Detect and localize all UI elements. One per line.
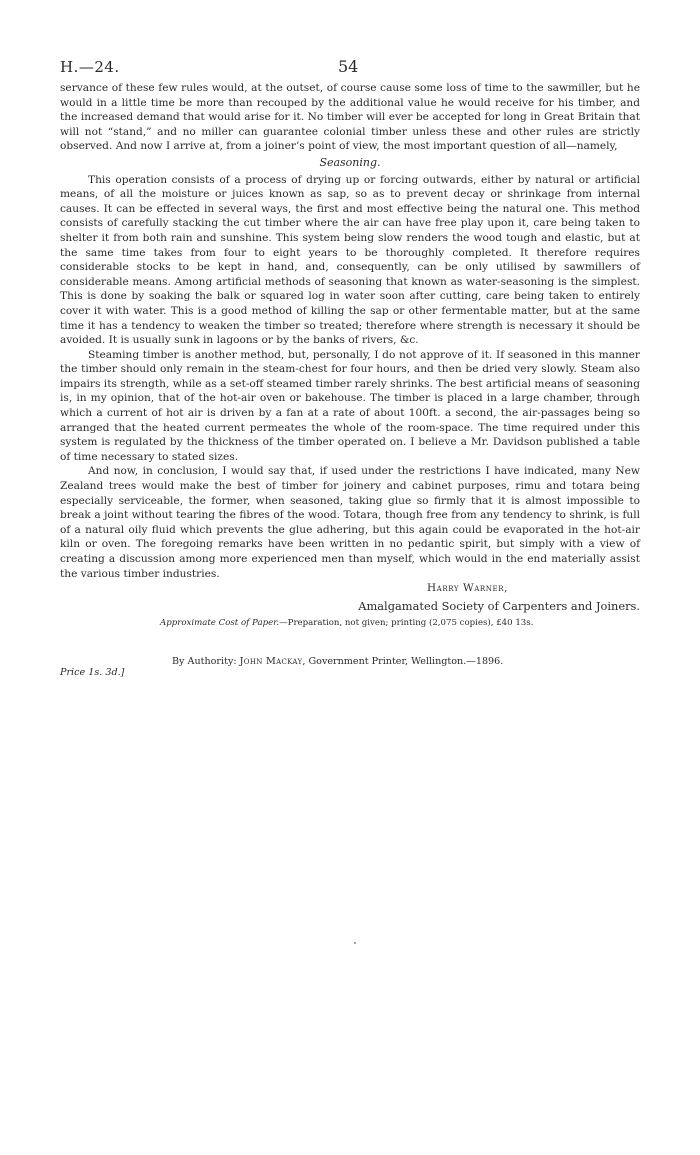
page-number: 54	[338, 57, 359, 76]
paragraph-conclusion: And now, in conclusion, I would say that, if used under the restrictions I have indicated, many New Zealand trees would make the best of timber for joinery and cabinet purposes, rimu and totara being especially serviceable, the former, when seasoned, taking glue so firmly that it is almost impossible to break a joint without tearing the fibres of the wood. Totara, though free from any tendency to shrink, is full of a natural oily fluid which prevents the glue adhering, but this again could be evaporated in the hot-air kiln or oven. The foregoing remarks have been written in no pedantic spirit, but simply with a view of creating a discussion among more experienced men than myself, which would in the end materially assist the various timber industries.	[60, 465, 640, 580]
section-heading-seasoning: Seasoning.	[319, 155, 381, 169]
authority-prefix: By Authority:	[172, 656, 240, 667]
signature-block	[60, 581, 640, 613]
cost-note-label: Approximate Cost of Paper.	[160, 618, 280, 628]
document-reference: H.—24.	[60, 58, 120, 76]
body-text	[60, 81, 640, 613]
signature-organization: Amalgamated Society of Carpenters and Joiners.	[358, 598, 640, 613]
printer-name: John Mackay	[239, 656, 303, 667]
paragraph-steaming: Steaming timber is another method, but, personally, I do not approve of it. If seasoned in this manner the timber should only remain in the steam-chest for four hours, and then be dried very slowly. Steam also impairs its strength, while as a set-off steamed timber rarely shrinks. The best artificial means of seasoning is, in my opinion, that of the hot-air oven or bakehouse. The timber is placed in a large chamber, through which a current of hot air is driven by a fan at a rate of about 100ft. a second, the air-passages being so arranged that the heated current permeates the whole of the room-space. The time required under this system is regulated by the thickness of the timber operated on. I believe a Mr. Davidson published a table of time necessary to stated sizes.	[60, 348, 640, 463]
cost-note-text: —Preparation, not given; printing (2,075 copies), £40 13s.	[279, 618, 534, 628]
cost-note	[160, 618, 640, 628]
price-note: Price 1s. 3d.]	[60, 667, 125, 678]
authority-suffix: , Government Printer, Wellington.—1896.	[302, 656, 504, 667]
printing-authority	[172, 656, 503, 667]
paragraph-seasoning: This operation consists of a process of drying up or forcing outwards, either by natural or artificial means, of all the moisture or juices known as sap, so as to prevent decay or shrinkage from internal causes. It can be effected in several ways, the first and most effective being the natural one. This method consists of carefully stacking the cut timber where the air can have free play upon it, care being taken to shelter it from both rain and sunshine. This system being slow renders the wood tough and elastic, but at the same time takes from four to eight years to be thoroughly completed. It therefore requires considerable stocks to be kept in hand, and, consequently, can be only utilised by sawmillers of considerable means. Among artificial methods of seasoning that known as water-seasoning is the simplest. This is done by soaking the balk or squared log in water soon after cutting, care being taken to entirely cover it with water. This is a good method of killing the sap or other fermentable matter, but at the same time it has a tendency to weaken the timber so treated; therefore where strength is necessary it should be avoided. It is usually sunk in lagoons or by the banks of rivers, &c.	[60, 173, 640, 347]
stray-dot-mark	[354, 942, 356, 944]
page-header	[60, 58, 640, 80]
footer	[60, 652, 640, 682]
paragraph-continuation: servance of these few rules would, at the outset, of course cause some loss of time to the sawmiller, but he would in a little time be more than recouped by the additional value he would receive for his timber, and the increased demand that would arise for it. No timber will ever be accepted for long in Great Britain that will not “stand,” and no miller can guarantee colonial timber unless these and other rules are strictly observed. And now I arrive at, from a joiner’s point of view, the most important question of all—namely,	[60, 82, 640, 153]
signature-name: Harry Warner,	[427, 582, 508, 595]
